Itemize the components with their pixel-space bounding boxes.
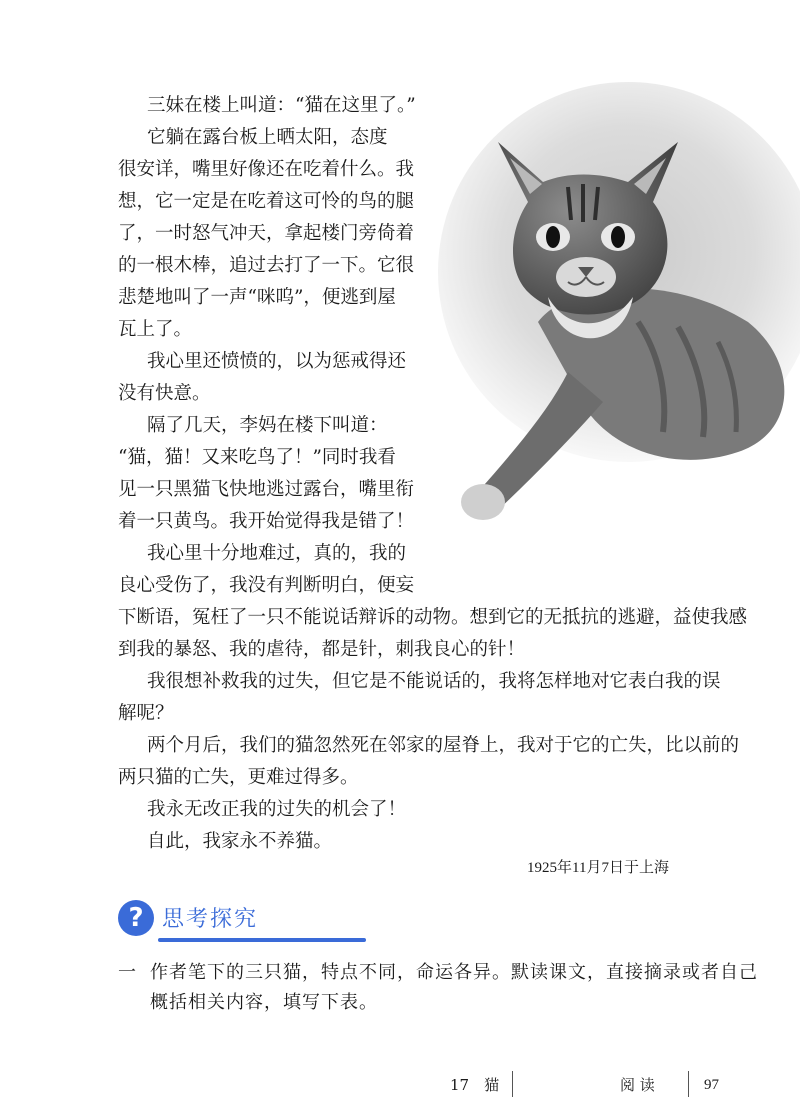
- body-line: 我很想补救我的过失，但它是不能说话的，我将怎样地对它表白我的误: [147, 671, 721, 692]
- body-line: 的一根木棒，追过去打了一下。它很: [118, 255, 415, 276]
- cat-photo: [418, 72, 800, 542]
- body-line: 良心受伤了，我没有判断明白，便妄: [118, 575, 415, 596]
- date-line: 1925年11月7日于上海: [527, 860, 669, 876]
- body-line: 悲楚地叫了一声“咪呜”，便逃到屋: [118, 287, 396, 308]
- body-line: 到我的暴怒、我的虐待，都是针，刺我良心的针！: [118, 639, 526, 660]
- question-line: 作者笔下的三只猫，特点不同，命运各异。默读课文，直接摘录或者自己: [150, 962, 758, 983]
- footer-divider: [512, 1071, 513, 1097]
- body-line: 我永无改正我的过失的机会了！: [147, 799, 407, 820]
- body-line: 我心里还愤愤的，以为惩戒得还: [147, 351, 407, 372]
- question-number: 一: [118, 962, 136, 983]
- body-line: 很安详，嘴里好像还在吃着什么。我: [118, 159, 415, 180]
- footer-lesson: 17 猫: [450, 1076, 500, 1094]
- question-line: 概括相关内容，填写下表。: [150, 992, 378, 1013]
- body-line: 两个月后，我们的猫忽然死在邻家的屋脊上，我对于它的亡失，比以前的: [147, 735, 740, 756]
- body-line: 自此，我家永不养猫。: [147, 831, 333, 852]
- body-line: 了，一时怒气冲天，拿起楼门旁倚着: [118, 223, 415, 244]
- footer-section: 阅 读: [620, 1076, 655, 1094]
- question-icon: ?: [118, 900, 154, 936]
- body-line: 没有快意。: [118, 383, 211, 404]
- section-title: 思考探究: [162, 907, 259, 932]
- body-line: 想，它一定是在吃着这可怜的鸟的腿: [118, 191, 415, 212]
- body-line: 三妹在楼上叫道：“猫在这里了。”: [147, 95, 416, 116]
- body-line: 见一只黑猫飞快地逃过露台，嘴里衔: [118, 479, 415, 500]
- body-line: 解呢？: [118, 703, 174, 724]
- body-line: 瓦上了。: [118, 319, 193, 340]
- body-line: 着一只黄鸟。我开始觉得我是错了！: [118, 511, 415, 532]
- section-underline: [158, 938, 366, 942]
- body-line: 我心里十分地难过，真的，我的: [147, 543, 407, 564]
- body-line: 它躺在露台板上晒太阳，态度: [147, 127, 388, 148]
- body-line: 两只猫的亡失，更难过得多。: [118, 767, 359, 788]
- body-line: “猫，猫！又来吃鸟了！”同时我看: [118, 447, 396, 468]
- body-line: 隔了几天，李妈在楼下叫道：: [147, 415, 388, 436]
- page-number: 97: [704, 1077, 719, 1093]
- footer-divider: [688, 1071, 689, 1097]
- body-line: 下断语，冤枉了一只不能说话辩诉的动物。想到它的无抵抗的逃避，益使我感: [118, 607, 748, 628]
